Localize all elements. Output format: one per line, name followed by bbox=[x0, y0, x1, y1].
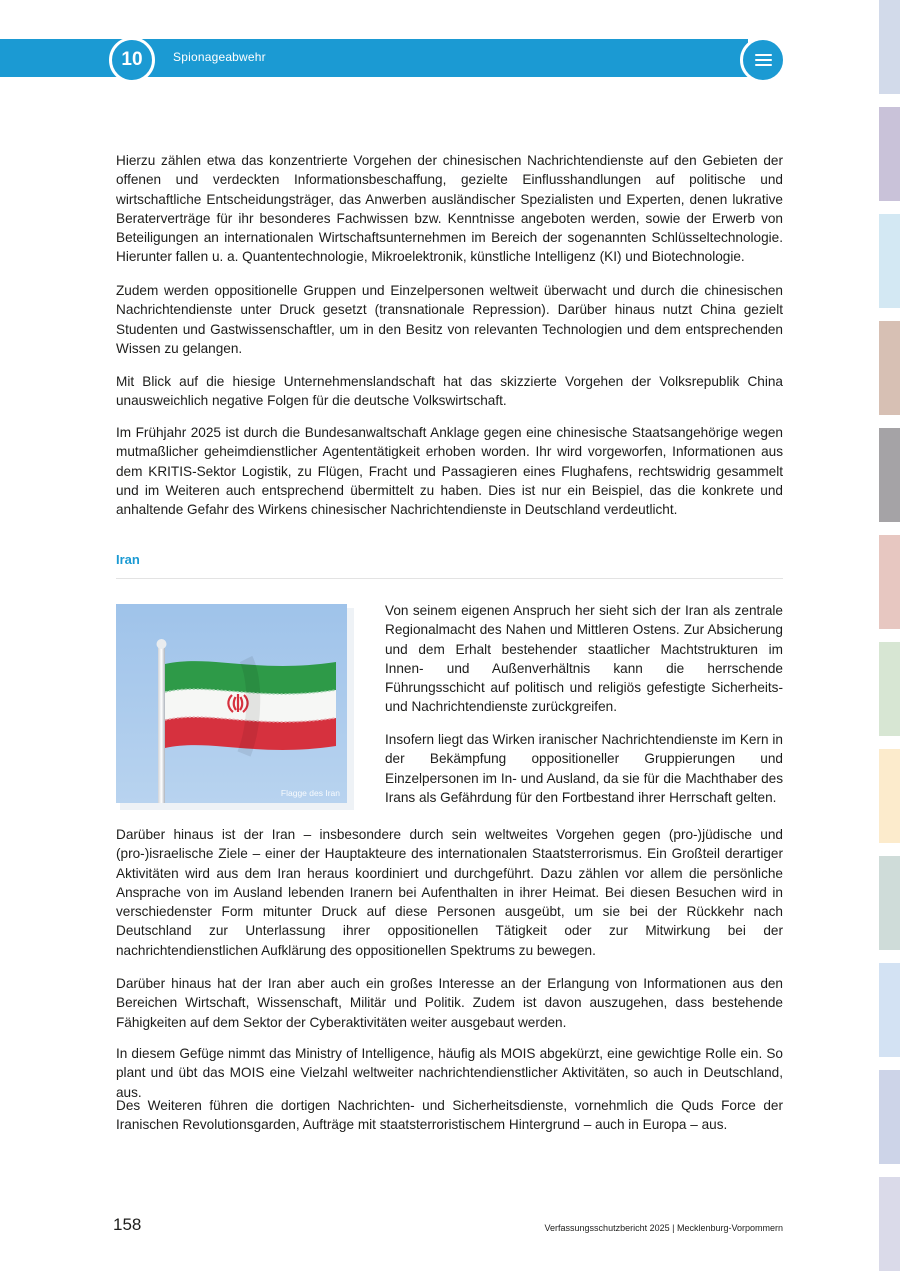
page-number: 158 bbox=[113, 1215, 142, 1234]
paragraph-iran-2: Insofern liegt das Wirken iranischer Nachrichtendienste im Kern in der Bekämpfung oppositioneller Gruppierungen und Einzelpersonen im In- und Ausland, da sie für die Machthaber des Irans als Gefährdung für den Fortbestand ihrer Herrschaft gelten. bbox=[385, 732, 783, 805]
side-tab-6[interactable] bbox=[879, 535, 900, 629]
side-tab-2[interactable] bbox=[879, 107, 900, 201]
side-tab-7[interactable] bbox=[879, 642, 900, 736]
chapter-number-badge: 10 bbox=[109, 37, 155, 83]
hamburger-icon-line bbox=[755, 59, 772, 61]
paragraph-china-4: Im Frühjahr 2025 ist durch die Bundesanwaltschaft Anklage gegen eine chinesische Staatsangehörige wegen mutmaßlicher geheimdienstlicher Agententätigkeit erhoben worden. Ihr wird vorgeworfen, Informationen aus dem KRITIS-Sektor Logistik, zu Flügen, Fracht und Passagieren eines Flughafens, rechtswidrig gesammelt und im Weiteren auch entsprechend übermittelt zu haben. Dies ist nur ein Beispiel, das die konkrete und anhaltende Gefahr des Wirkens chinesischer Nachrichtendienste in Deutschland verdeutlicht. bbox=[116, 425, 783, 518]
side-tab-12[interactable] bbox=[879, 1177, 900, 1271]
paragraph-china-2: Zudem werden oppositionelle Gruppen und Einzelpersonen weltweit überwacht und durch die chinesischen Nachrichtendienste unter Druck gesetzt (transnationale Repression). Darüber hinaus nutzt China gezielt Studenten und Gastwissenschaftler, um in den Besitz von relevanten Technologien und dem entsprechenden Wissen zu gelangen. bbox=[116, 283, 783, 356]
hamburger-icon-line bbox=[755, 54, 772, 56]
flag-shape bbox=[165, 659, 336, 754]
section-divider bbox=[116, 578, 783, 579]
hamburger-icon-line bbox=[755, 64, 772, 66]
side-tab-8[interactable] bbox=[879, 749, 900, 843]
paragraph-iran-3: Darüber hinaus ist der Iran – insbesondere durch sein weltweites Vorgehen gegen (pro-)jüdische und (pro-)israelische Ziele – einer der Hauptakteure des internationalen Staatsterrorismus. Ein Großteil derartiger Aktivitäten wird aus dem Iran heraus koordiniert und durchgeführt. Dazu zählen vor allem die persönliche Ansprache von im Ausland lebenden Iranern bei Aufenthalten in ihrer Heimat. Bei diesen Besuchen wird in verschiedenster Form mitunter Druck auf diese Personen ausgeübt, um sie bei der Rückkehr nach Deutschland zur Unterlassung ihrer oppositionellen Tätigkeit oder zur Mitwirkung bei der nachrichtendienstlichen Aufklärung des oppositionellen Spektrums zu bewegen. bbox=[116, 827, 783, 958]
section-heading-iran: Iran bbox=[116, 552, 140, 567]
figure-caption: Flagge des Iran bbox=[280, 788, 340, 798]
side-tab-9[interactable] bbox=[879, 856, 900, 950]
paragraph-china-1: Hierzu zählen etwa das konzentrierte Vorgehen der chinesischen Nachrichtendienste auf den Gebieten der offenen und verdeckten Informationsbeschaffung, gezielte Einflusshandlungen auf politische und wirtschaftliche Entscheidungsträger, das Anwerben ausländischer Spezialisten und Experten, denen lukrative Beraterverträge für ihr besonderes Fachwissen bzw. Kenntnisse angeboten werden, sowie der Erwerb von Beteiligungen an internationalen Wirtschaftsunternehmen im Bereich der sogenannten Schlüsseltechnologie. Hierunter fallen u. a. Quantentechnologie, Mikroelektronik, künstliche Intelligenz (KI) und Biotechnologie. bbox=[116, 153, 783, 265]
chapter-side-tabs bbox=[879, 0, 900, 1272]
side-tab-1[interactable] bbox=[879, 0, 900, 94]
side-tab-3[interactable] bbox=[879, 214, 900, 308]
chapter-title: Spionageabwehr bbox=[173, 50, 266, 64]
iran-flag-image bbox=[116, 604, 347, 803]
paragraph-iran-5: In diesem Gefüge nimmt das Ministry of Intelligence, häufig als MOIS abgekürzt, eine gewichtige Rolle ein. So plant und übt das MOIS eine Vielzahl weltweiter nachrichtendienstlicher Aktivitäten, so auch in Deutschland, aus. bbox=[116, 1046, 783, 1100]
side-tab-4[interactable] bbox=[879, 321, 900, 415]
side-tab-10[interactable] bbox=[879, 963, 900, 1057]
paragraph-china-3: Mit Blick auf die hiesige Unternehmenslandschaft hat das skizzierte Vorgehen der Volksrepublik China unausweichlich negative Folgen für die deutsche Volkswirtschaft. bbox=[116, 374, 783, 409]
paragraph-iran-4: Darüber hinaus hat der Iran aber auch ein großes Interesse an der Erlangung von Informationen aus den Bereichen Wirtschaft, Wissenschaft, Militär und Politik. Zudem ist davon auszugehen, dass bestehende Fähigkeiten auf dem Sektor der Cyberaktivitäten weiter ausgebaut werden. bbox=[116, 976, 783, 1030]
paragraph-iran-1: Von seinem eigenen Anspruch her sieht sich der Iran als zentrale Regionalmacht des Nahen und Mittleren Ostens. Zur Absicherung und dem Erhalt bestehender staatlicher Machtstrukturen im Innen- und Außenverhältnis kann die herrschende Führungsschicht auf politisch und religiös gefestigte Sicherheits- und Nachrichtendienste zurückgreifen. bbox=[385, 603, 783, 715]
paragraph-iran-6: Des Weiteren führen die dortigen Nachrichten- und Sicherheitsdienste, vornehmlich die Quds Force der Iranischen Revolutionsgarden, Aufträge mit staatsterroristischem Hintergrund – auch in Europa – aus. bbox=[116, 1098, 783, 1133]
side-tab-5[interactable] bbox=[879, 428, 900, 522]
iran-flag-photo bbox=[116, 604, 347, 803]
footer-publication: Verfassungsschutzbericht 2025 | Mecklenburg-Vorpommern bbox=[544, 1223, 783, 1233]
side-tab-11[interactable] bbox=[879, 1070, 900, 1164]
menu-button[interactable] bbox=[740, 37, 786, 83]
